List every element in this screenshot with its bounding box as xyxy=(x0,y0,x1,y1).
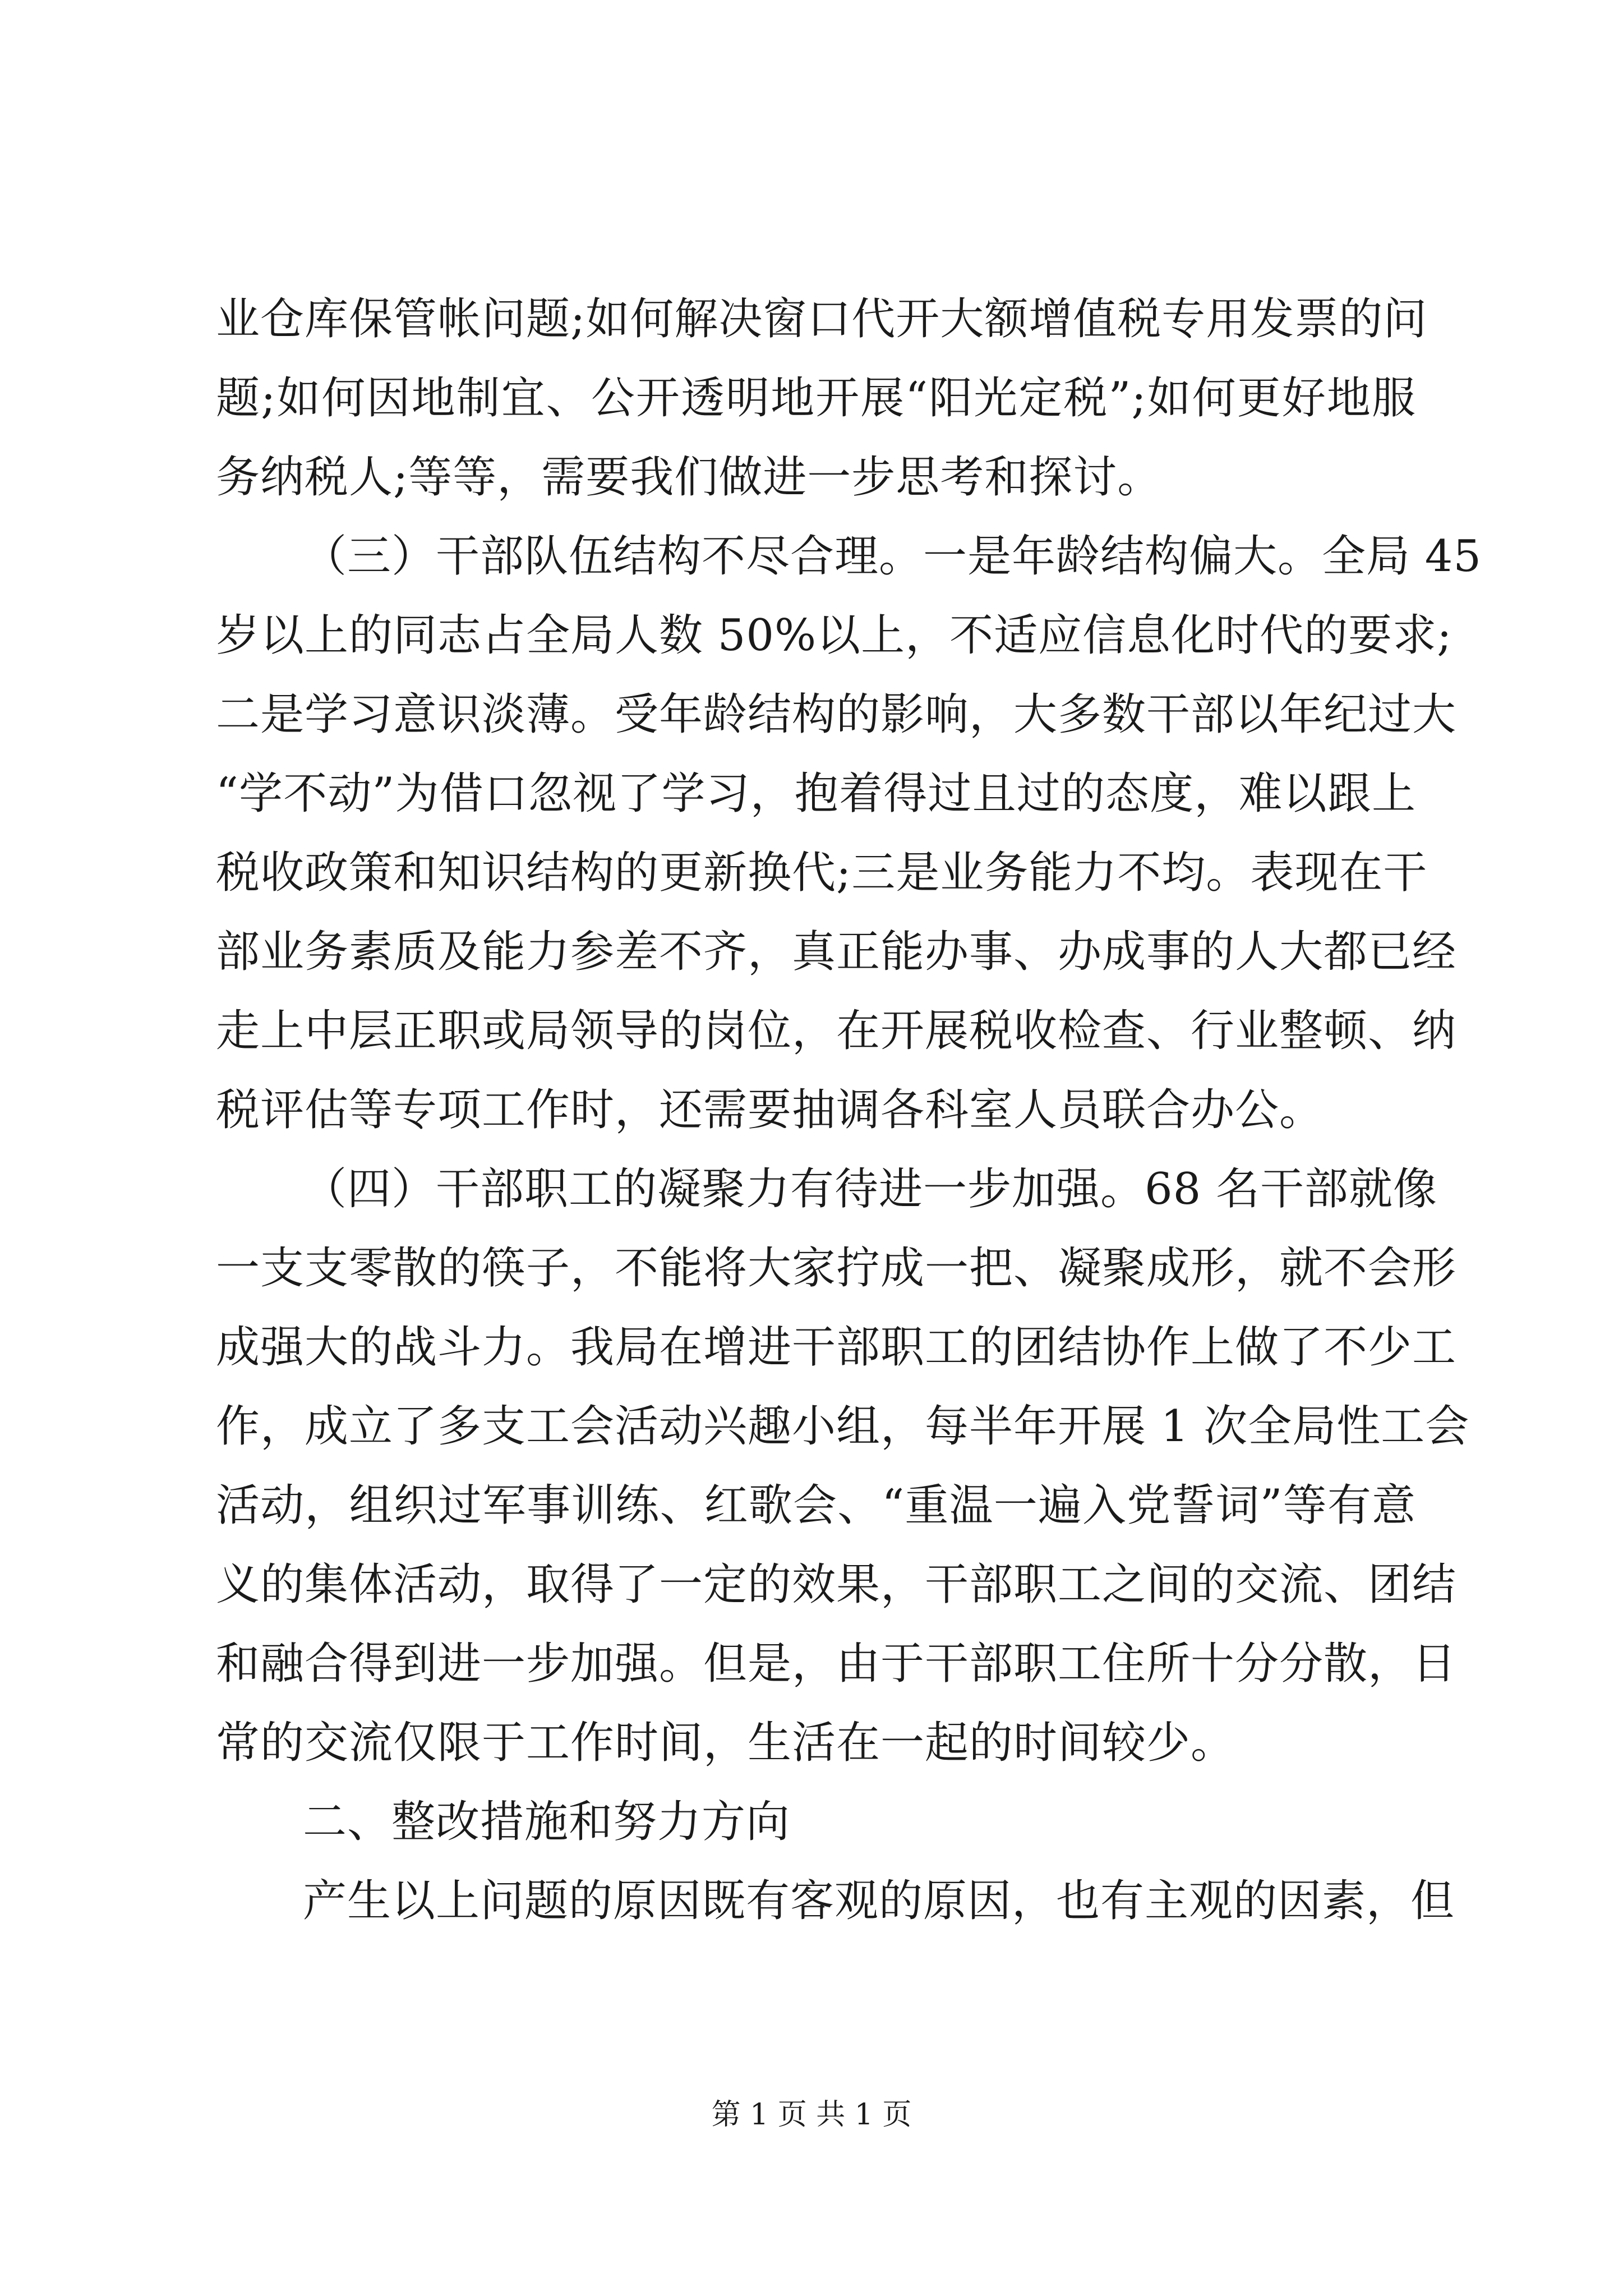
body-line: 一支支零散的筷子，不能将大家拧成一把、凝聚成形，就不会形 xyxy=(216,1243,1457,1294)
body-line: 业仓库保管帐问题;如何解决窗口代开大额增值税专用发票的问 xyxy=(216,294,1428,344)
page-footer: 第 1 页 共 1 页 xyxy=(711,2098,912,2132)
body-line: 二是学习意识淡薄。受年龄结构的影响，大多数干部以年纪过大 xyxy=(216,689,1457,740)
paragraph-heading-3: （三）干部队伍结构不尽合理。一是年龄结构偏大。全局 45 xyxy=(303,531,1482,582)
body-line: 产生以上问题的原因既有客观的原因，也有主观的因素，但 xyxy=(303,1876,1455,1926)
body-line: 题;如何因地制宜、公开透明地开展“阳光定税”;如何更好地服 xyxy=(216,373,1416,424)
body-line: “学不动”为借口忽视了学习，抱着得过且过的态度，难以跟上 xyxy=(216,769,1416,819)
paragraph-heading-4: （四）干部职工的凝聚力有待进一步加强。68 名干部就像 xyxy=(303,1164,1438,1214)
body-line: 务纳税人;等等，需要我们做进一步思考和探讨。 xyxy=(216,452,1162,503)
body-line: 税评估等专项工作时，还需要抽调各科室人员联合办公。 xyxy=(216,1085,1324,1135)
body-line: 和融合得到进一步加强。但是，由于干部职工住所十分分散，日 xyxy=(216,1639,1457,1689)
section-heading: 二、整改措施和努力方向 xyxy=(303,1797,791,1847)
body-line: 部业务素质及能力参差不齐，真正能办事、办成事的人大都已经 xyxy=(216,927,1457,977)
body-line: 走上中层正职或局领导的岗位，在开展税收检查、行业整顿、纳 xyxy=(216,1006,1457,1056)
body-line: 岁以上的同志占全局人数 50%以上，不适应信息化时代的要求; xyxy=(216,610,1453,661)
body-line: 活动，组织过军事训练、红歌会、“重温一遍入党誓词”等有意 xyxy=(216,1480,1416,1531)
body-line: 作，成立了多支工会活动兴趣小组，每半年开展 1 次全局性工会 xyxy=(216,1401,1470,1452)
body-line: 义的集体活动，取得了一定的效果，干部职工之间的交流、团结 xyxy=(216,1559,1457,1610)
body-line: 常的交流仅限于工作时间，生活在一起的时间较少。 xyxy=(216,1718,1235,1768)
body-line: 成强大的战斗力。我局在增进干部职工的团结协作上做了不少工 xyxy=(216,1322,1457,1373)
body-line: 税收政策和知识结构的更新换代;三是业务能力不均。表现在干 xyxy=(216,848,1428,898)
